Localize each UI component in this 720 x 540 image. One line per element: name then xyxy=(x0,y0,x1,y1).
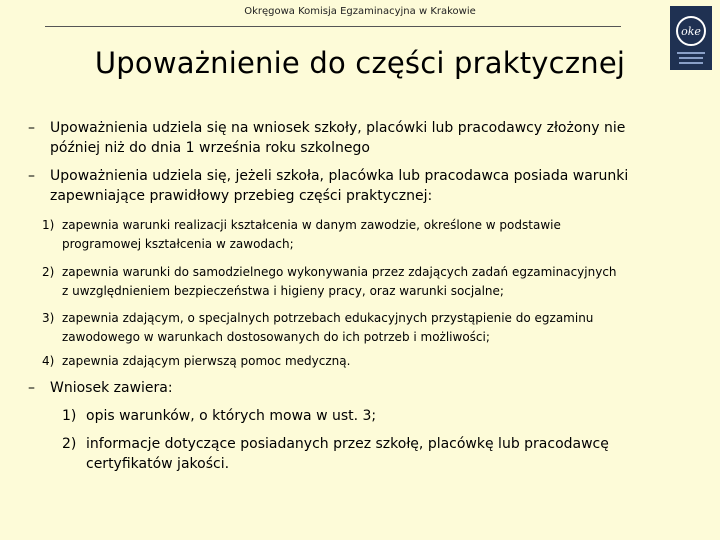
list-number: 1) xyxy=(62,408,77,424)
list-text: zapewnia warunki realizacji kształcenia w danym zawodzie, określone w podstawie xyxy=(62,218,561,232)
bullet-text-cont: zapewniające prawidłowy przebieg części praktycznej: xyxy=(50,188,433,204)
bullet-text: Wniosek zawiera: xyxy=(50,380,173,396)
list-text: zapewnia zdającym pierwszą pomoc medyczną. xyxy=(62,354,351,368)
list-number: 2) xyxy=(62,436,77,452)
list-item xyxy=(62,434,682,474)
page-title: Upoważnienie do części praktycznej xyxy=(94,46,626,80)
header-divider xyxy=(45,26,621,27)
list-text: zapewnia zdającym, o specjalnych potrzebach edukacyjnych przystąpienie do egzaminu xyxy=(62,311,594,325)
list-text-cont: zawodowego w warunkach dostosowanych do ich potrzeb i możliwości; xyxy=(62,330,490,344)
list-item xyxy=(42,352,682,371)
list-text: opis warunków, o których mowa w ust. 3; xyxy=(86,408,377,424)
bullet-text: Upoważnienia udziela się na wniosek szkoły, placówki lub pracodawcy złożony nie xyxy=(50,120,626,136)
list-item xyxy=(42,309,692,347)
bullet-dash: – xyxy=(28,120,35,136)
bullet-text: Upoważnienia udziela się, jeżeli szkoła, placówka lub pracodawca posiada warunki xyxy=(50,168,629,184)
bullet-dash: – xyxy=(28,380,35,396)
list-item xyxy=(62,406,682,426)
bullet-dash: – xyxy=(28,168,35,184)
list-text-cont: certyfikatów jakości. xyxy=(86,456,230,472)
list-number: 3) xyxy=(42,311,55,325)
list-text-cont: programowej kształcenia w zawodach; xyxy=(62,237,294,251)
list-number: 4) xyxy=(42,354,55,368)
list-number: 2) xyxy=(42,265,55,279)
bullet-text-cont: później niż do dnia 1 września roku szkolnego xyxy=(50,140,370,156)
bullet-item xyxy=(28,378,698,398)
bullet-item xyxy=(28,118,698,158)
list-number: 1) xyxy=(42,218,55,232)
list-item xyxy=(42,216,682,254)
list-text: informacje dotyczące posiadanych przez szkołę, placówkę lub pracodawcę xyxy=(86,436,609,452)
list-text-cont: z uwzględnieniem bezpieczeństwa i higieny pracy, oraz warunki socjalne; xyxy=(62,284,504,298)
list-text: zapewnia warunki do samodzielnego wykonywania przez zdających zadań egzaminacyjnych xyxy=(62,265,617,279)
bullet-item xyxy=(28,166,698,206)
header-organization: Okręgowa Komisja Egzaminacyjna w Krakowie xyxy=(244,6,476,17)
oke-logo-mark: oke xyxy=(676,16,706,46)
list-item xyxy=(42,263,692,301)
